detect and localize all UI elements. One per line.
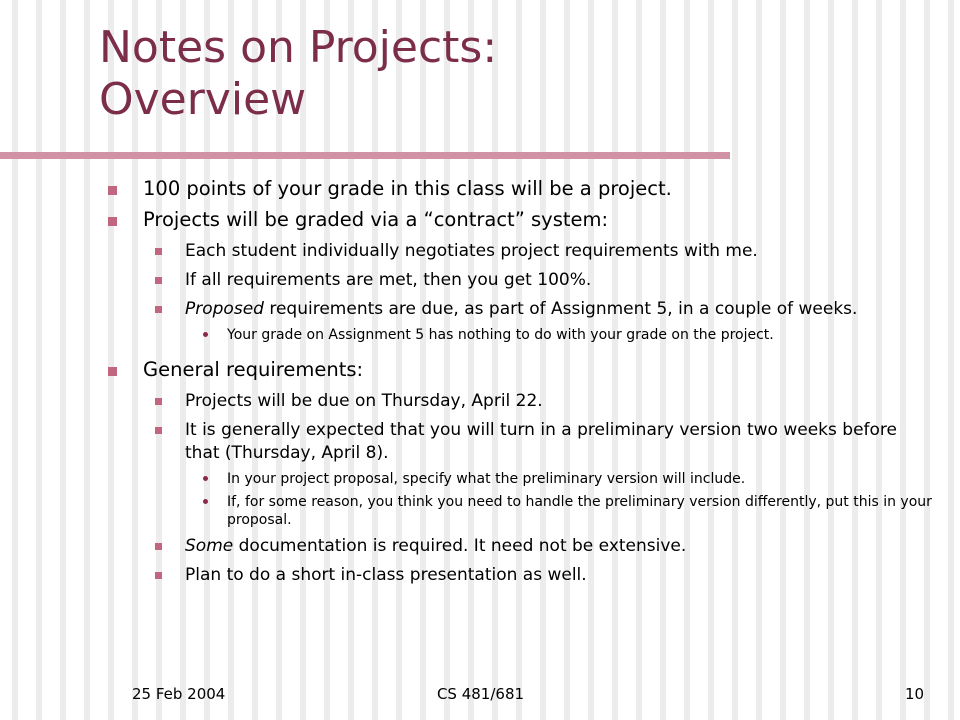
bullet-text: General requirements: bbox=[143, 358, 364, 381]
sub-sub-bullet-handle-differently bbox=[105, 493, 935, 529]
bullet-text: Plan to do a short in-class presentation as well. bbox=[185, 565, 587, 585]
square-bullet-icon bbox=[155, 306, 162, 313]
square-bullet-icon bbox=[155, 427, 162, 434]
sub-bullet-negotiate bbox=[105, 240, 935, 263]
footer-date: 25 Feb 2004 bbox=[132, 685, 226, 703]
round-bullet-icon bbox=[203, 476, 208, 481]
sub-bullet-preliminary-version bbox=[105, 419, 935, 465]
slide-body bbox=[105, 172, 935, 587]
sub-bullet-due-date bbox=[105, 390, 935, 413]
emphasis-text: Proposed bbox=[185, 299, 264, 319]
square-bullet-icon bbox=[108, 217, 117, 226]
bullet-text: Projects will be due on Thursday, April 22. bbox=[185, 391, 543, 411]
slide-title bbox=[99, 22, 497, 126]
sub-bullet-proposed-requirements bbox=[105, 298, 935, 321]
bullet-text: In your project proposal, specify what the preliminary version will include. bbox=[227, 471, 746, 487]
title-line-1: Notes on Projects: bbox=[99, 22, 498, 73]
bullet-project-points bbox=[105, 175, 935, 203]
round-bullet-icon bbox=[203, 499, 208, 504]
square-bullet-icon bbox=[155, 398, 162, 405]
bullet-text: 100 points of your grade in this class will be a project. bbox=[143, 177, 672, 200]
bullet-text: If all requirements are met, then you get 100%. bbox=[185, 270, 592, 290]
square-bullet-icon bbox=[155, 248, 162, 255]
title-underline-bar bbox=[0, 152, 730, 159]
emphasis-text: Some bbox=[185, 536, 234, 556]
bullet-text: documentation is required. It need not be extensive. bbox=[233, 536, 687, 556]
square-bullet-icon bbox=[155, 572, 162, 579]
title-line-2: Overview bbox=[99, 74, 307, 125]
bullet-text: Each student individually negotiates project requirements with me. bbox=[185, 241, 758, 261]
square-bullet-icon bbox=[108, 186, 117, 195]
slide-number: 10 bbox=[905, 685, 925, 703]
bullet-general-requirements bbox=[105, 356, 935, 384]
square-bullet-icon bbox=[108, 367, 117, 376]
sub-bullet-documentation bbox=[105, 535, 935, 558]
bullet-text: requirements are due, as part of Assignment 5, in a couple of weeks. bbox=[263, 299, 858, 319]
round-bullet-icon bbox=[203, 332, 208, 337]
bullet-text: Your grade on Assignment 5 has nothing to do with your grade on the project. bbox=[227, 327, 774, 343]
sub-sub-bullet-assignment-grade bbox=[105, 326, 935, 344]
footer-course: CS 481/681 bbox=[436, 685, 525, 703]
sub-bullet-presentation bbox=[105, 564, 935, 587]
bullet-text: If, for some reason, you think you need to handle the preliminary version differently, put this in your proposal. bbox=[227, 494, 932, 528]
sub-sub-bullet-proposal-specify bbox=[105, 470, 935, 488]
bullet-text: It is generally expected that you will turn in a preliminary version two weeks before that (Thursday, April 8). bbox=[185, 420, 897, 463]
square-bullet-icon bbox=[155, 543, 162, 550]
square-bullet-icon bbox=[155, 277, 162, 284]
bullet-text: Projects will be graded via a “contract” system: bbox=[143, 208, 609, 231]
bullet-contract-system bbox=[105, 206, 935, 234]
sub-bullet-requirements-met bbox=[105, 269, 935, 292]
